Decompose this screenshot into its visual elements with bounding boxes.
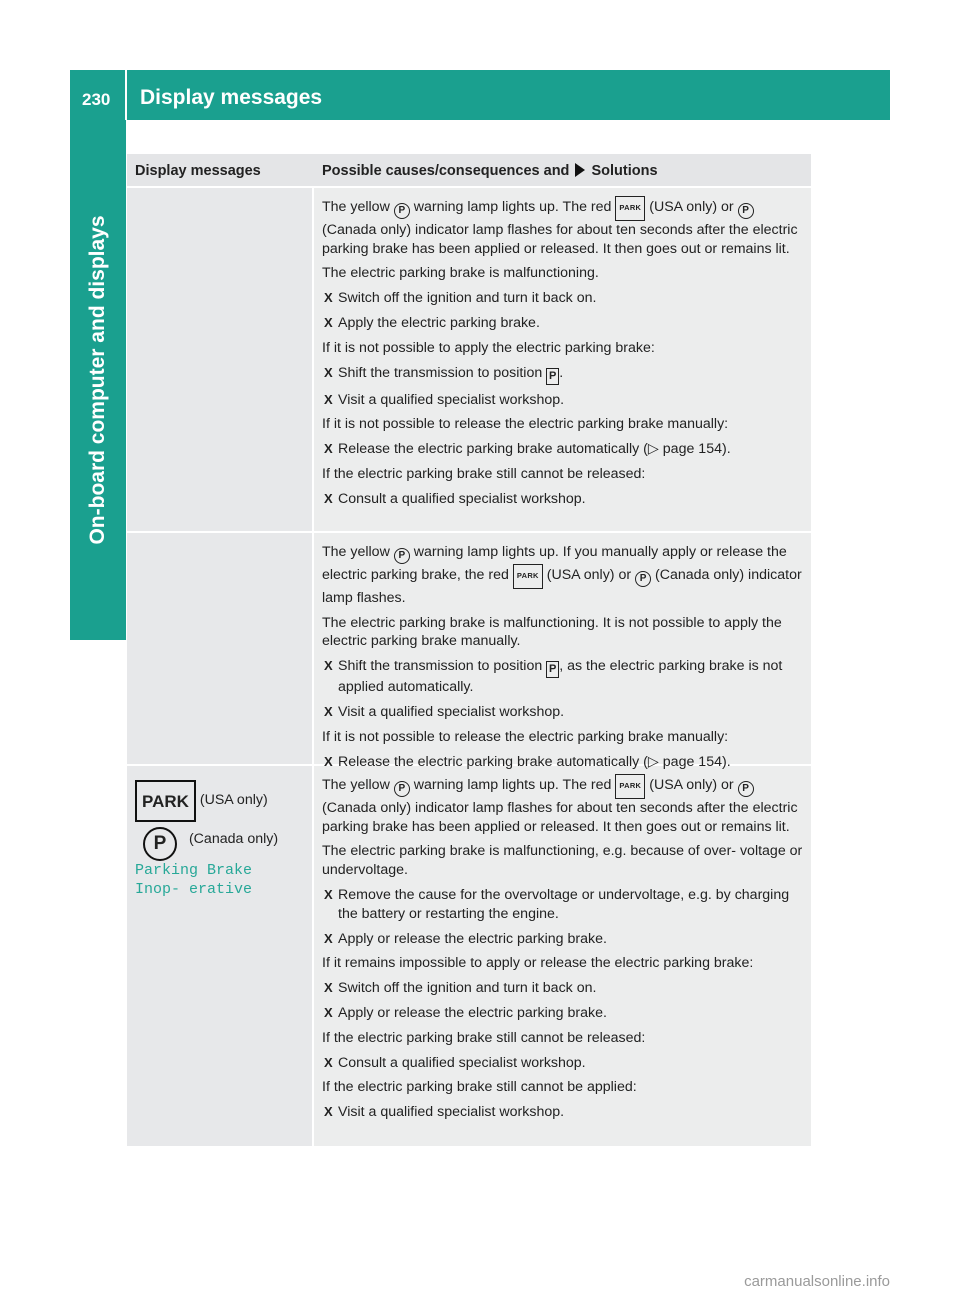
list-item: X Release the electric parking brake automatically (▷ page 154). [324,753,731,770]
step-arrow-icon: X [324,930,333,946]
parking-brake-warning-icon: P [738,203,754,219]
display-messages-table [127,154,811,1148]
display-cell [127,188,312,531]
parking-brake-warning-icon: P [738,781,754,797]
paragraph: The yellow P warning lamp lights up. The red PARK (USA only) or P (Canada only) indicator lamp flashes for about ten seconds after the electric parking brake has been applied or released. It then goes out or remains lit. [322,774,803,836]
page-number: 230 [82,90,111,109]
table-row [127,188,811,533]
list-item: X Consult a qualified specialist workshop. [324,490,586,507]
col-header-causes-solutions: Possible causes/consequences and Solutions [322,163,658,179]
parking-brake-warning-icon: P [394,203,410,219]
solutions-triangle-icon [575,163,585,177]
display-message-text: Parking Brake Inop‐ erative [135,862,253,898]
parking-brake-warning-icon: P [635,571,651,587]
header-divider [125,70,127,120]
step-arrow-icon: X [324,490,333,506]
page-ref-icon: ▷ [647,753,659,770]
list-item: X Release the electric parking brake automatically (▷ page 154). [324,441,731,458]
park-display-icon: PARK [135,780,196,822]
step-arrow-icon: X [324,441,333,457]
solutions-cell [314,533,811,770]
park-indicator-icon: PARK [615,774,645,799]
list-item: X Switch off the ignition and turn it back on. [324,290,597,307]
table-row [127,766,811,1148]
step-arrow-icon: X [324,703,333,719]
list-item: X Apply or release the electric parking brake. [324,1004,607,1021]
step-arrow-icon: X [324,753,333,769]
park-indicator-icon: PARK [615,196,645,221]
parking-brake-warning-icon: P [394,548,410,564]
paragraph: If it is not possible to release the electric parking brake manually: [322,416,729,433]
step-arrow-icon: X [324,1054,333,1070]
gear-p-icon: P [546,368,559,385]
solutions-cell [314,766,811,1146]
list-item: X Shift the transmission to position P , as the electric parking brake is not applied automatically. [324,658,783,696]
paragraph: The electric parking brake is malfunctioning. [322,265,599,282]
list-item: X Consult a qualified specialist workshop. [324,1054,586,1071]
list-item: X Shift the transmission to position P . [322,364,803,385]
paragraph: If it remains impossible to apply or release the electric parking brake: [322,955,754,972]
paragraph: If it is not possible to apply the electric parking brake: [322,339,655,356]
step-arrow-icon: X [324,886,333,902]
chapter-label: On-board computer and displays [86,215,109,545]
page-title: Display messages [140,86,323,109]
park-indicator-icon: PARK [513,564,543,589]
list-item: X Apply or release the electric parking brake. [324,930,607,947]
step-arrow-icon: X [324,1104,333,1120]
paragraph: The electric parking brake is malfunctioning. It is not possible to apply the electric parking brake manually. [322,614,782,650]
step-arrow-icon: X [324,658,333,674]
step-arrow-icon: X [324,314,333,330]
gear-p-icon: P [546,661,559,678]
page-header-bar [70,70,890,120]
paragraph: The yellow P warning lamp lights up. If you manually apply or release the electric parking brake, the red PARK (USA only) or P (Canada only) indicator lamp flashes. [322,544,802,606]
step-arrow-icon: X [324,980,333,996]
list-item: X Visit a qualified specialist workshop. [324,703,565,720]
step-arrow-icon: X [324,290,333,306]
table-row [127,533,811,770]
paragraph: If the electric parking brake still cannot be applied: [322,1079,637,1096]
page-ref-icon: ▷ [647,441,659,458]
step-arrow-icon: X [324,1004,333,1020]
parking-brake-warning-icon: P [394,781,410,797]
display-cell: PARK (USA only) P (Canada only) Parking Brake Inop‐ erative [127,766,312,1146]
col-header-display-messages: Display messages [135,163,261,179]
paragraph: If it is not possible to release the electric parking brake manually: [322,728,729,745]
list-item: X Visit a qualified specialist workshop. [324,1104,565,1121]
paragraph: The electric parking brake is malfunctioning, e.g. because of over‐ voltage or undervoltage. [322,843,803,879]
solutions-cell [314,188,811,531]
display-cell [127,533,312,764]
parking-brake-display-icon: P [143,827,177,861]
table-header-row [127,154,811,188]
list-item: X Apply the electric parking brake. [324,314,540,331]
list-item: X Remove the cause for the overvoltage or undervoltage, e.g. by charging the battery or restarting the engine. [324,886,790,922]
paragraph: If the electric parking brake still cannot be released: [322,1029,646,1046]
list-item: X Visit a qualified specialist workshop. [324,391,565,408]
chapter-sidebar [70,120,126,640]
paragraph: The yellow P warning lamp lights up. The red PARK (USA only) or P (Canada only) indicator lamp flashes for about ten seconds after the electric parking brake has been applied or released. It then goes out or remains lit. [322,196,803,258]
list-item: X Switch off the ignition and turn it back on. [324,980,597,997]
step-arrow-icon: X [324,364,333,380]
watermark-footer: carmanualsonline.info [744,1273,890,1290]
paragraph: If the electric parking brake still cannot be released: [322,465,646,482]
step-arrow-icon: X [324,391,333,407]
